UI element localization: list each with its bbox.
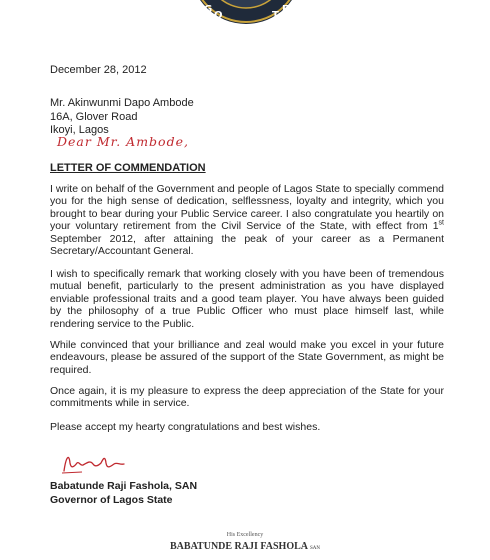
- recipient-name: Mr. Akinwunmi Dapo Ambode: [50, 97, 194, 109]
- handwritten-salutation: Dear Mr. Ambode,: [57, 134, 189, 149]
- svg-text:T: T: [272, 10, 279, 21]
- lagos-state-seal: [188, 0, 304, 28]
- signature-block: [50, 479, 197, 507]
- footer-name: BABATUNDE RAJI FASHOLA: [170, 541, 308, 552]
- paragraph-remarks: I wish to specifically remark that working closely with you have been of tremendous mutual benefit, particularly to the present administration as you have displayed enviable professional traits and a good team player. You have always been guided by the philosophy of a true Public Officer who must place himself last, while rendering service to the Public.: [50, 268, 444, 330]
- footer-name-line: [0, 541, 490, 552]
- handwritten-signature: [60, 449, 130, 477]
- footer-honorific: His Excellency: [226, 532, 264, 538]
- paragraph-commendation: [50, 183, 444, 257]
- paragraph-commendation-end: September 2012, after attaining the peak of your career as a Permanent Secretary/Accountant General.: [50, 232, 444, 258]
- footer-suffix: SAN: [309, 546, 320, 551]
- svg-text:E: E: [282, 4, 289, 15]
- svg-text:G: G: [204, 4, 213, 15]
- recipient-address: [50, 97, 194, 138]
- paragraph-support: While convinced that your brilliance and zeal would make you excel in your future endeavours, please be assured of the support of the State Government, as might be required.: [50, 339, 444, 376]
- letter-date: December 28, 2012: [50, 64, 147, 76]
- paragraph-commendation-main: I write on behalf of the Government and people of Lagos State to specially commend you for the high sense of dedication, selflessness, loyalty and integrity, which you brought to bear during your Public Service career. I also congratulate you heartily on your voluntary retirement from the Civil Service of the State, with effect from 1: [50, 183, 444, 233]
- ordinal-suffix: st: [438, 219, 444, 227]
- letter-heading: LETTER OF COMMENDATION: [50, 162, 206, 174]
- recipient-city: Ikoyi, Lagos: [50, 124, 109, 136]
- signer-title: Governor of Lagos State: [50, 494, 173, 506]
- paragraph-appreciation: Once again, it is my pleasure to express the deep appreciation of the State for your commitments while in service.: [50, 385, 444, 410]
- signer-name: Babatunde Raji Fashola, SAN: [50, 480, 198, 492]
- svg-text:O: O: [214, 10, 223, 21]
- recipient-street: 16A, Glover Road: [50, 110, 138, 123]
- paragraph-closing: Please accept my hearty congratulations and best wishes.: [50, 421, 321, 433]
